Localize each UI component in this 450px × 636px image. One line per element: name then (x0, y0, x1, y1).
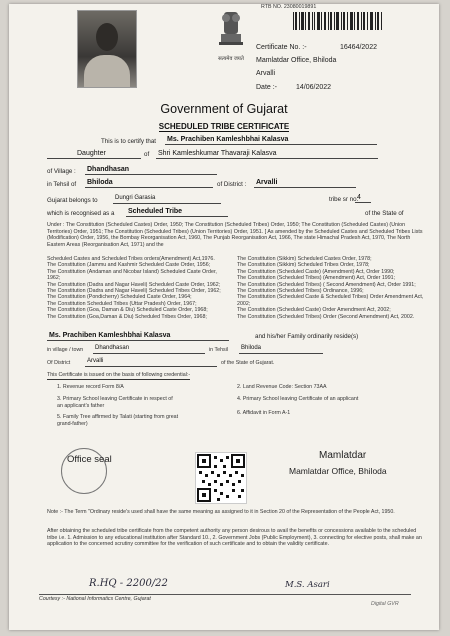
order-item: The Constitution (Sikkim) Scheduled Castes Order, 1978; (237, 256, 372, 262)
certify-text: This is to certify that (101, 138, 157, 145)
order-item: The Constitution (Scheduled Caste) (Amendment) Act, Order 1990; (237, 268, 395, 275)
recognised-label: which is recognised as a (47, 210, 115, 217)
credentials-heading: This Certificate is issued on the basis of following credential:- (47, 372, 191, 378)
applicant-photo (77, 10, 137, 88)
handwritten-reference: R.HQ - 2200/22 (89, 578, 168, 589)
barcode-icon (293, 12, 383, 30)
order-item: The Constitution (Goa,Daman & Diu) Scheduled Tribes Order, 1968; (47, 313, 207, 320)
village-label: of Village : (47, 168, 76, 175)
credential-item: 2. Land Revenue Code: Section 73AA (237, 384, 327, 390)
order-item: The Constitution (Sikkim) Scheduled Tribes Order, 1978; (237, 262, 370, 269)
emblem-caption: सत्यमेव जयते (218, 56, 244, 62)
issuing-place: Arvalli (256, 70, 276, 77)
residence-state-text: of the State of Gujarat. (221, 360, 275, 366)
district-label: of District : (217, 181, 247, 188)
order-item: The Constitution (Scheduled Tribes) Ordinance, 1996; (237, 288, 364, 295)
order-item: The Constitution (Goa, Daman & Diu) Scheduled Caste Order, 1968; (47, 307, 208, 314)
tehsil-value: Bhiloda (85, 178, 213, 188)
date-label: Date :- (256, 84, 278, 91)
courtesy-text: Courtesy :- National Informatics Centre, Gujarat (39, 596, 151, 602)
order-item: The Constitution Scheduled Tribes (Uttar Pradesh) Order, 1967; (47, 300, 197, 307)
certificate-no: 16464/2022 (340, 44, 377, 51)
order-item: The Constitution (Dadra and Nagar Haveli) Scheduled Caste Order, 1962; (47, 281, 221, 288)
handwritten-signature: M.S. Asari (285, 580, 330, 590)
order-item: The Constitution (Scheduled Tribes) Order (Second Amendment) Act, 2002. (237, 313, 415, 320)
state-of-text: of the State of (365, 210, 404, 217)
tribe-sr-value: 4 (355, 193, 371, 203)
residence-tehsil-label: in Tehsil (209, 347, 229, 353)
validity-instructions: After obtaining the scheduled tribe certificate from the competent authority any person desirous to avail the benefits or concessions available to the scheduled tribe i.e. 1. Admission to any educational institution after Standard 10., 2. Government Jobs (Public Employment), 3. connecting for elective posts, shall make an application to the concerned scrutiny committee for the verification of such certificate and to obtain the validity certificate. (47, 528, 422, 547)
issuing-office: Mamlatdar Office, Bhiloda (256, 57, 337, 64)
certificate-title: SCHEDULED TRIBE CERTIFICATE (158, 122, 290, 131)
order-item: The Constitution (Andaman and Nicobar Island) Scheduled Caste Order, 1962; (47, 268, 217, 282)
tribe-name: Dungri Garasia (113, 194, 221, 204)
order-item: The Constitution (Scheduled Tribes) ( Second Amendment) Act, Order 1991; (237, 281, 416, 288)
district-value: Arvalli (254, 178, 356, 188)
footer-divider (39, 594, 411, 595)
barcode-text: RTB NO. 23080019891 (261, 4, 317, 10)
order-item: The Constitution (Pondicherry) Scheduled Caste Order, 1964; (47, 294, 192, 301)
order-item: The Constitution (Scheduled Tribes) (Amendment) Act, Order 1991; (237, 275, 396, 282)
note-text: Note :- The Term "Ordinary reside's used shall have the same meaning as assigned to it in Section 20 of the Representation of the People Act, 1950. (47, 509, 395, 515)
credential-item: 3. Primary School leaving Certificate in respect of an applicant's father (57, 396, 173, 409)
government-title: Government of Gujarat (160, 102, 288, 116)
order-item: The Constitution (Dadra and Nagar Haveli) Scheduled Tribes Order, 1962; (47, 288, 221, 295)
order-item: The Constitution (Scheduled Caste) Order Amendment Act, 2002; (237, 307, 391, 314)
residence-tehsil: Bhiloda (239, 344, 323, 354)
certificate-page (9, 4, 439, 630)
credential-item: 6. Affidavit in Form A-1 (237, 410, 291, 416)
under-orders-text: Under : The Constitution (Scheduled Castes) Order, 1950; The Constitution (Scheduled Tribes) Order, 1950; The Constitution (Scheduled Castes) (Union Territories) Order, 1951; The Constitution (Scheduled Tribes) (Union Territories) Order, 1951. [ As amended by the Scheduled Castes and Scheduled Tribes Lists (Modification) Order, 1956, the Bombay Reorganisation Act, 1960, The Punjab Reorganisation Act, 1966, The state Himachal Pradesh Act, 1970, The North Eastern Areas (Reorganisation Act, 1971) and the (47, 222, 423, 248)
resident-name: Ms. Prachiben Kamleshbhai Kalasva (47, 331, 229, 341)
credential-item: 4. Primary School leaving Certificate of an applicant (237, 396, 359, 402)
village-value: Dhandhasan (85, 165, 217, 175)
residence-district-label: Of District (47, 360, 71, 366)
order-item: The Constitution (Scheduled Caste & Scheduled Tribes) Order Amendment Act, 2002; (237, 294, 424, 307)
signatory-title: Mamlatdar (319, 450, 367, 461)
orders-right-column (237, 256, 427, 320)
order-item: Scheduled Castes and Scheduled Tribes orders(Amendment) Act,1976. (47, 256, 215, 262)
relation: Daughter (47, 149, 141, 159)
residence-district: Arvalli (85, 357, 217, 367)
qr-code-icon (195, 452, 247, 504)
of-label: of (144, 151, 150, 158)
residence-village-label: in village / town (47, 347, 84, 353)
order-item: The Constitution (Jammu and Kashmir Scheduled Caste Order, 1956; (47, 262, 211, 269)
state-emblem-icon (211, 10, 251, 56)
issue-date: 14/06/2022 (296, 84, 332, 91)
father-name: Shri Kamleshkumar Thavaraji Kalasva (156, 149, 378, 159)
certificate-no-label: Certificate No. :- (256, 44, 307, 51)
signatory-office: Mamlatdar Office, Bhiloda (289, 466, 387, 476)
office-seal-label: Office seal (67, 454, 112, 465)
applicant-name: Ms. Prachiben Kamleshbhai Kalasva (165, 135, 377, 145)
family-text: and his/her Family ordinarily reside(s) (255, 333, 359, 340)
orders-left-column (47, 256, 227, 320)
digital-gvr-text: Digital GVR (371, 601, 399, 607)
credential-item: 1. Revenue record Form 8/A (57, 384, 124, 390)
credential-item: 5. Family Tree affirmed by Talati (starting from great grand-father) (57, 414, 179, 427)
tribe-sr-label: tribe sr no. (329, 196, 359, 203)
recognised-value: Scheduled Tribe (126, 207, 228, 217)
belongs-label: Gujarat belongs to (47, 197, 98, 204)
residence-village: Dhandhasan (93, 344, 205, 354)
tehsil-label: in Tehsil of (47, 181, 77, 188)
